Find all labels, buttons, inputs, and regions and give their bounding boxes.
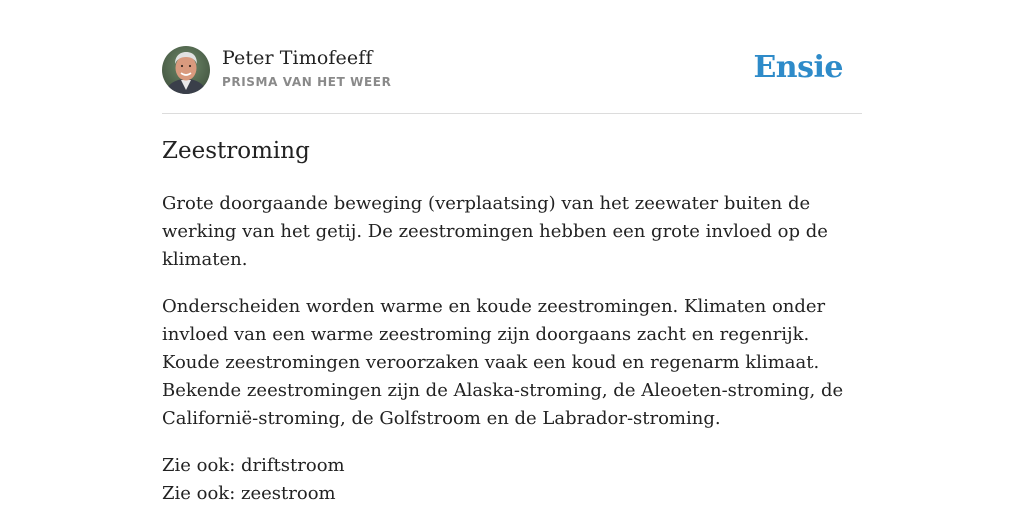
entry-paragraph-details: Onderscheiden worden warme en koude zeestromingen. Klimaten onder invloed van een warme zeestroming zijn doorgaans zacht en regenrijk. Koude zeestromingen veroorzaken vaak een koud en regenarm klimaat. Bekende zeestromingen zijn de Alaska-stroming, de Aleoeten-stroming, de Californië-stroming, de Golfstroom en de Labrador-stroming.	[162, 296, 844, 429]
author-photo-icon	[162, 46, 210, 94]
see-also-link-driftstroom[interactable]: Zie ook: driftstroom	[162, 455, 345, 476]
author-subtitle[interactable]: PRISMA VAN HET WEER	[222, 75, 392, 89]
see-also-list	[162, 452, 862, 508]
entry-paragraph-definition: Grote doorgaande beweging (verplaatsing) van het zeewater buiten de werking van het getij. De zeestromingen hebben een grote invloed op de klimaten.	[162, 193, 828, 270]
author-name[interactable]: Peter Timofeeff	[222, 47, 373, 69]
page-header	[162, 46, 862, 96]
entry-body	[162, 190, 862, 508]
author-avatar[interactable]	[162, 46, 210, 94]
entry-title: Zeestroming	[162, 138, 310, 164]
brand-logo[interactable]: Ensie	[753, 50, 843, 85]
header-divider	[162, 113, 862, 114]
see-also-link-zeestroom[interactable]: Zie ook: zeestroom	[162, 483, 336, 504]
